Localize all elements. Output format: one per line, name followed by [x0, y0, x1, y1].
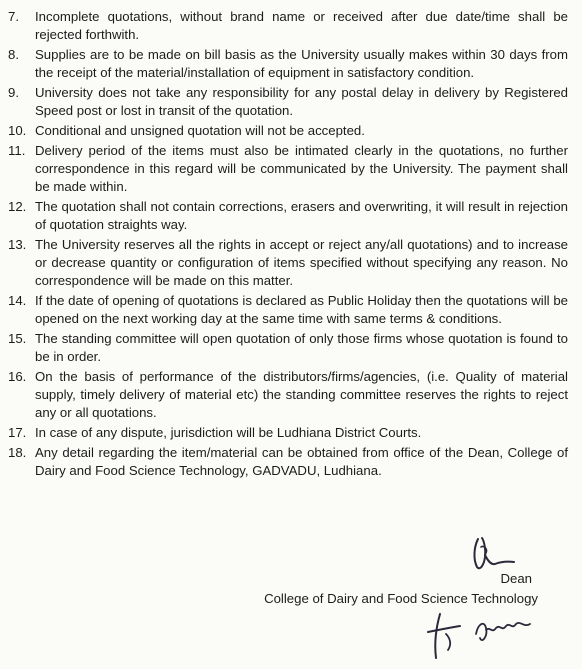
term-item	[8, 368, 568, 422]
term-text: The quotation shall not contain corrections, erasers and overwriting, it will result in rejection of quotation straights way.	[35, 199, 568, 232]
term-number: 10.	[8, 123, 27, 138]
term-text: University does not take any responsibility for any postal delay in delivery by Registered Speed post or lost in transit of the quotation.	[35, 85, 568, 118]
term-item	[8, 198, 568, 234]
term-item	[8, 84, 568, 120]
term-number: 14.	[8, 293, 27, 308]
term-number: 13.	[8, 237, 27, 252]
term-text: Conditional and unsigned quotation will not be accepted.	[35, 123, 365, 138]
term-text: The standing committee will open quotation of only those firms whose quotation is found to be in order.	[35, 331, 568, 364]
signatory-organization: College of Dairy and Food Science Technology	[264, 591, 538, 606]
term-number: 17.	[8, 425, 27, 440]
term-item	[8, 122, 568, 140]
term-text: Any detail regarding the item/material can be obtained from office of the Dean, College of Dairy and Food Science Technology, GADVADU, Ludhiana.	[35, 445, 568, 478]
term-item	[8, 46, 568, 82]
term-text: Incomplete quotations, without brand name or received after due date/time shall be rejected forthwith.	[35, 9, 568, 42]
term-number: 8.	[8, 47, 19, 62]
terms-list	[8, 8, 568, 482]
signatory-title: Dean	[500, 571, 532, 586]
term-number: 18.	[8, 445, 27, 460]
term-item	[8, 236, 568, 290]
term-item	[8, 8, 568, 44]
term-item	[8, 292, 568, 328]
term-text: If the date of opening of quotations is declared as Public Holiday then the quotations will be opened on the next working day at the same time with same terms & conditions.	[35, 293, 568, 326]
handwritten-signature	[464, 535, 524, 573]
term-text: Supplies are to be made on bill basis as the University usually makes within 30 days from the receipt of the material/installation of equipment in satisfactory condition.	[35, 47, 568, 80]
term-number: 9.	[8, 85, 19, 100]
term-item	[8, 142, 568, 196]
handwritten-initials	[418, 604, 548, 664]
term-item	[8, 424, 568, 442]
term-number: 15.	[8, 331, 27, 346]
term-text: Delivery period of the items must also be intimated clearly in the quotations, no further correspondence in this regard will be communicated by the University. The payment shall be made within.	[35, 143, 568, 194]
term-number: 12.	[8, 199, 27, 214]
term-text: In case of any dispute, jurisdiction will be Ludhiana District Courts.	[35, 425, 422, 440]
term-text: On the basis of performance of the distributors/firms/agencies, (i.e. Quality of material supply, timely delivery of material etc) the standing committee reserves the rights to reject any or all quotations.	[35, 369, 568, 420]
term-number: 11.	[8, 143, 26, 158]
term-number: 7.	[8, 9, 19, 24]
term-item	[8, 444, 568, 480]
term-number: 16.	[8, 369, 27, 384]
term-text: The University reserves all the rights in accept or reject any/all quotations) and to increase or decrease quantity or configuration of items specified without specifying any reason. No correspondence will be made on this matter.	[35, 237, 568, 288]
term-item	[8, 330, 568, 366]
